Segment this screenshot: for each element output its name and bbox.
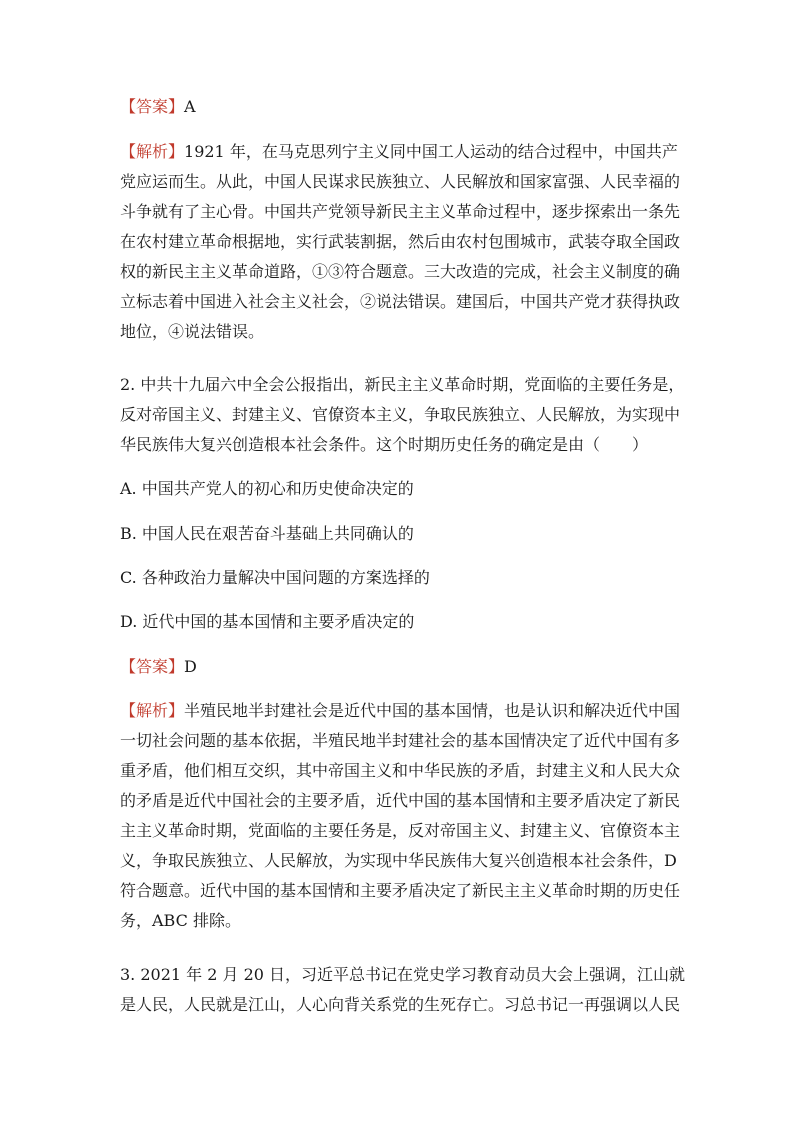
analysis-line: 在农村建立革命根据地，实行武装割据，然后由农村包围城市，武装夺取全国政	[120, 232, 681, 251]
analysis-line: 1921 年，在马克思列宁主义同中国工人运动的结合过程中，中国共产	[184, 142, 678, 161]
option-b: B. 中国人民在艰苦奋斗基础上共同确认的	[120, 524, 414, 543]
analysis-line: 权的新民主主义革命道路，①③符合题意。三大改造的完成，社会主义制度的确	[120, 262, 681, 281]
answer-value: D	[184, 657, 197, 676]
analysis-line: 义，争取民族独立、人民解放，为实现中华民族伟大复兴创造根本社会条件，D	[120, 851, 677, 870]
question-line: 反对帝国主义、封建主义、官僚资本主义，争取民族独立、人民解放，为实现中	[120, 405, 681, 424]
analysis-line: 主主义革命时期，党面临的主要任务是，反对帝国主义、封建主义、官僚资本主	[120, 821, 681, 840]
q1-analysis	[120, 137, 680, 347]
analysis-tag: 【解析】	[120, 701, 185, 720]
analysis-line: 斗争就有了主心骨。中国共产党领导新民主主义革命过程中，逐步探索出一条先	[120, 202, 681, 221]
q2-answer	[120, 652, 680, 682]
answer-value: A	[184, 97, 196, 116]
analysis-line: 重矛盾，他们相互交织，其中帝国主义和中华民族的矛盾，封建主义和人民大众	[120, 761, 681, 780]
option-a: A. 中国共产党人的初心和历史使命决定的	[120, 479, 414, 498]
analysis-line: 立标志着中国进入社会主义社会，②说法错误。建国后，中国共产党才获得执政	[120, 292, 681, 311]
q2-option-c	[120, 563, 680, 593]
analysis-line: 务，ABC 排除。	[120, 911, 241, 930]
analysis-line: 的矛盾是近代中国社会的主要矛盾，近代中国的基本国情和主要矛盾决定了新民	[120, 791, 681, 810]
q2-option-d	[120, 607, 680, 637]
analysis-line: 党应运而生。从此，中国人民谋求民族独立、人民解放和国家富强、人民幸福的	[120, 172, 681, 191]
question-line: 3. 2021 年 2 月 20 日，习近平总书记在党史学习教育动员大会上强调，江山就	[120, 965, 686, 984]
option-c: C. 各种政治力量解决中国问题的方案选择的	[120, 568, 430, 587]
analysis-tag: 【解析】	[120, 142, 185, 161]
q2-analysis	[120, 696, 680, 936]
q2-stem	[120, 370, 685, 460]
answer-tag: 【答案】	[120, 657, 185, 676]
q1-answer	[120, 92, 680, 122]
answer-tag: 【答案】	[120, 97, 185, 116]
analysis-line: 符合题意。近代中国的基本国情和主要矛盾决定了新民主主义革命时期的历史任	[120, 881, 681, 900]
q2-option-a	[120, 474, 680, 504]
q2-option-b	[120, 519, 680, 549]
question-line: 是人民，人民就是江山，人心向背关系党的生死存亡。习总书记一再强调以人民	[120, 995, 681, 1014]
question-line: 2. 中共十九届六中全会公报指出，新民主主义革命时期，党面临的主要任务是，	[120, 375, 685, 394]
analysis-line: 半殖民地半封建社会是近代中国的基本国情，也是认识和解决近代中国	[184, 701, 681, 720]
analysis-line: 地位，④说法错误。	[120, 322, 265, 341]
q3-stem	[120, 960, 686, 1020]
analysis-line: 一切社会问题的基本依据，半殖民地半封建社会的基本国情决定了近代中国有多	[120, 731, 681, 750]
question-line: 华民族伟大复兴创造根本社会条件。这个时期历史任务的确定是由（ ）	[120, 435, 649, 454]
option-d: D. 近代中国的基本国情和主要矛盾决定的	[120, 612, 415, 631]
